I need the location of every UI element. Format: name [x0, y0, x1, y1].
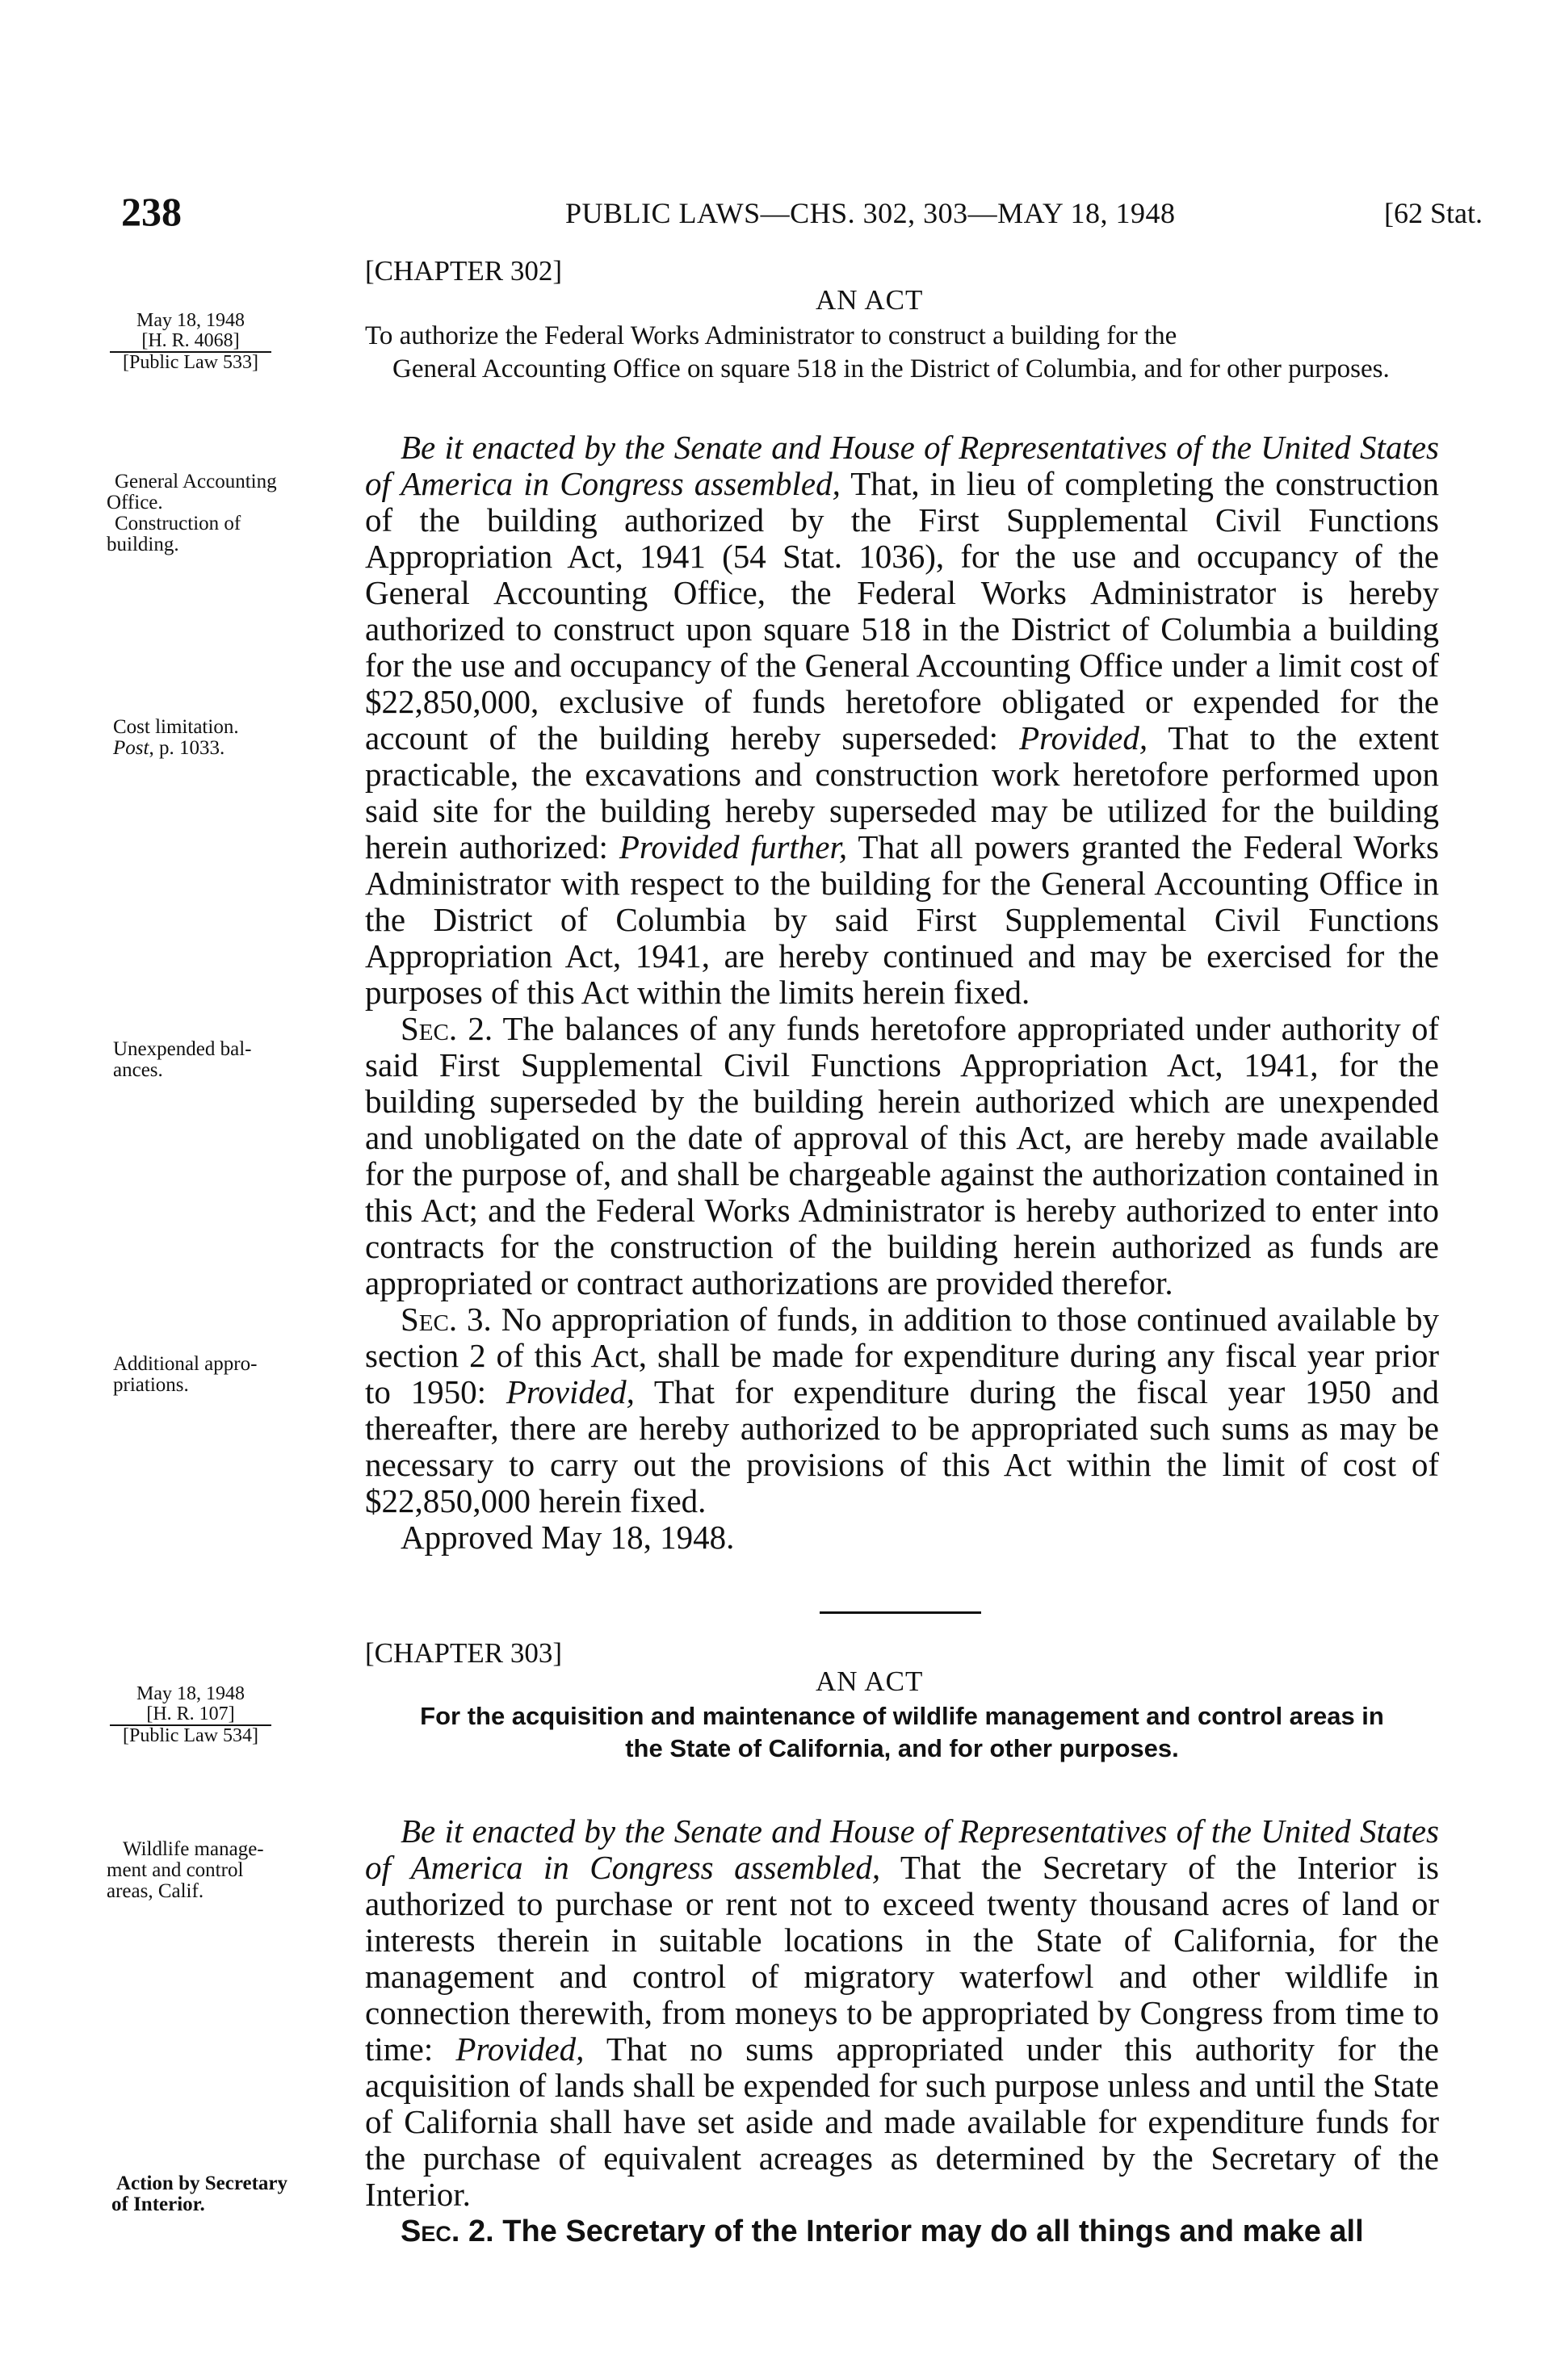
chapter-303-bill: [H. R. 107] [110, 1704, 271, 1726]
chapter-302-public-law: [Public Law 533] [123, 352, 258, 373]
chapter-302-label: [CHAPTER 302] [365, 255, 563, 287]
chapter-303-public-law: [Public Law 534] [123, 1725, 258, 1746]
margin-note-cost-limitation: Cost limitation. Post, p. 1033. [113, 716, 239, 759]
statute-reference: [62 Stat. [1384, 197, 1483, 229]
chapter-303-meta [110, 1684, 271, 1746]
chapter-302-approved: Approved May 18, 1948. [401, 1519, 735, 1556]
chapter-302-title-rest: General Accounting Office on square 518 in the District of Columbia, and for other purposes. [392, 354, 1390, 383]
chapter-303-section-1: Be it enacted by the Senate and House of Representatives of the United States of America in Congress assembled, That the Secretary of the Interior is authorized to purchase or rent not to exceed twenty thousand acres of land or interests therein in suitable locations in the State of California, for the management and control of migratory waterfowl and other wildlife in connection therewith, from moneys to be appropriated by Congress from time to time: Provided, That no sums appropriated under this authority for the acquisition of lands shall be expended for such purpose unless and until the State of California shall have set aside and made available for expenditure funds for the purchase of equivalent acreages as determined by the Secretary of the Interior. [365, 1812, 1440, 2213]
chapter-303-act-label: AN ACT [816, 1666, 924, 1697]
page-number: 238 [121, 189, 182, 234]
chapter-divider [820, 1611, 981, 1614]
chapter-303-title-line2: the State of California, and for other purposes. [625, 1734, 1179, 1762]
chapter-303-section-2: Sec. 2. The Secretary of the Interior may do all things and make all [401, 2214, 1364, 2248]
enacting-clause: Be it enacted by the Senate and House of Representatives of the United States of America in Congress assembled, [365, 429, 1439, 502]
chapter-302-section-3: Sec. 3. No appropriation of funds, in addition to those continued available by section 2 of this Act, shall be made for expenditure during any fiscal year prior to 1950: Provided, That for expenditure during the fiscal year 1950 and thereafter, there are hereby authorized to be appropriated such sums as may be necessary to carry out the provisions of this Act within the limit of cost of $22,850,000 herein fixed. [365, 1301, 1440, 1519]
margin-note-additional-appropriations: Additional appro- priations. [113, 1353, 258, 1396]
chapter-302-body [365, 429, 1439, 1556]
chapter-303-label: [CHAPTER 303] [365, 1637, 563, 1669]
chapter-302-title-line1: To authorize the Federal Works Administrator to construct a building for the [365, 321, 1177, 350]
enacting-clause: Be it enacted by the Senate and House of Representatives of the United States of America in Congress assembled, [365, 1812, 1439, 1886]
chapter-303-title-line1: For the acquisition and maintenance of wildlife management and control areas in [420, 1702, 1384, 1730]
margin-note-action-by-secretary: Action by Secretary of Interior. [111, 2173, 287, 2215]
chapter-303-body [365, 1813, 1439, 2250]
chapter-302-section-2: Sec. 2. The balances of any funds heretofore appropriated under authority of said First Supplemental Civil Functions Appropriation Act, 1941, for the building superseded by the building herein authorized which are unexpended and unobligated on the date of approval of this Act, are hereby made available for the purpose of, and shall be chargeable against the authorization contained in this Act; and the Federal Works Administrator is hereby authorized to enter into contracts for the construction of the building herein authorized as funds are appropriated or contract authorizations are provided therefor. [365, 1010, 1439, 1301]
chapter-302-title [365, 320, 1439, 386]
running-title: PUBLIC LAWS—CHS. 302, 303—MAY 18, 1948 [565, 197, 1176, 229]
section-label: Sec. 2. [401, 1010, 493, 1047]
margin-note-wildlife-areas: Wildlife manage- ment and control areas, Calif. [107, 1838, 264, 1902]
margin-note-gao-construction: General Accounting Office. Construction of building. [107, 471, 277, 555]
chapter-302-act-label: AN ACT [816, 284, 924, 316]
section-label: Sec. 2. [401, 2214, 494, 2248]
chapter-302-bill: [H. R. 4068] [110, 331, 271, 353]
chapter-303-title [365, 1700, 1439, 1765]
chapter-302-meta [110, 311, 271, 373]
section-label: Sec. 3. [401, 1301, 492, 1338]
chapter-303-date: May 18, 1948 [136, 1683, 245, 1704]
chapter-302-section-1: Be it enacted by the Senate and House of Representatives of the United States of America in Congress assembled, That, in lieu of completing the construction of the building authorized by the First Supplemental Civil Functions Appropriation Act, 1941 (54 Stat. 1036), for the use and occupancy of the General Accounting Office, the Federal Works Administrator is hereby authorized to construct upon square 518 in the District of Columbia a building for the use and occupancy of the General Accounting Office under a limit cost of $22,850,000, exclusive of funds heretofore obligated or expended for the account of the building hereby superseded: Provided, That to the extent practicable, the excavations and construction work heretofore performed upon said site for the building hereby superseded may be utilized for the building herein authorized: Provided further, That all powers granted the Federal Works Administrator with respect to the building for the General Accounting Office in the District of Columbia by said First Supplemental Civil Functions Appropriation Act, 1941, are hereby continued and may be exercised for the purposes of this Act within the limits herein fixed. [365, 429, 1440, 1011]
chapter-302-date: May 18, 1948 [136, 310, 245, 331]
margin-note-unexpended-balances: Unexpended bal- ances. [113, 1038, 252, 1081]
